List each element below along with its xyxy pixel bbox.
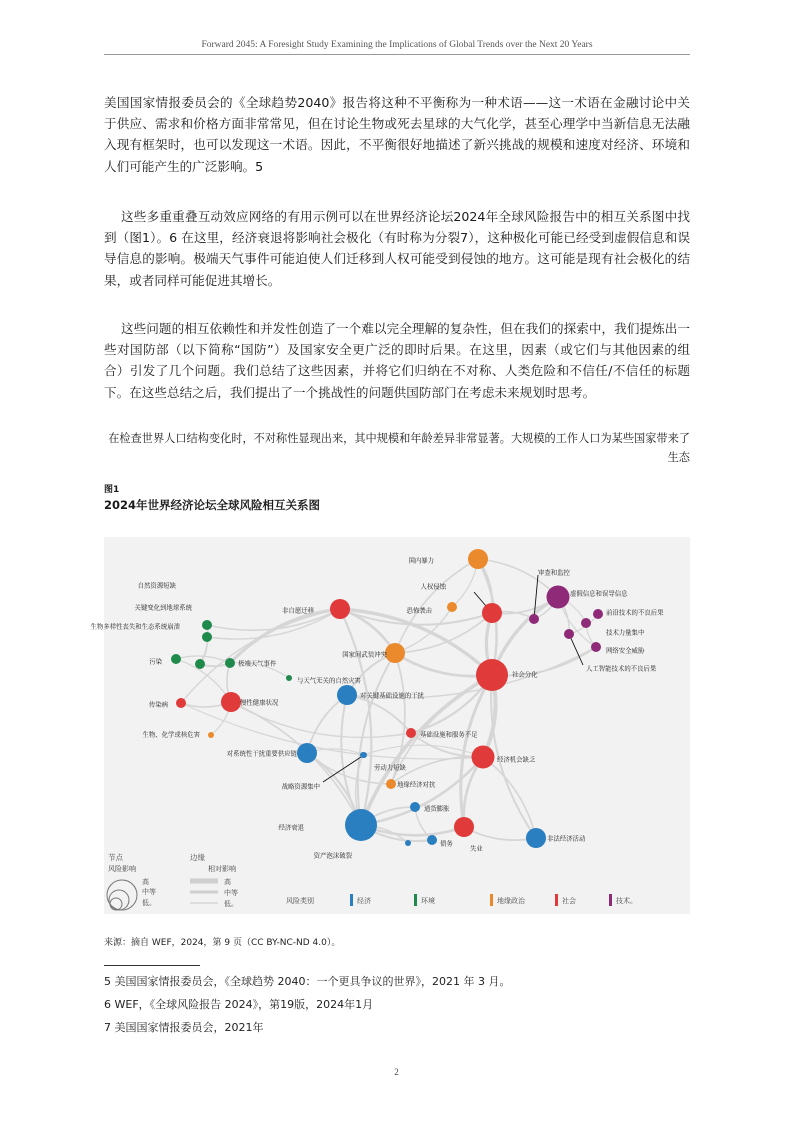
- risk-node-label: 战略资源集中: [281, 782, 320, 791]
- risk-node: [427, 835, 437, 845]
- risk-node: [202, 632, 212, 642]
- legend-cat-geopolitical: 地缘政治: [497, 897, 525, 905]
- risk-node: [361, 752, 367, 758]
- risk-node-label: 传染病: [148, 700, 168, 709]
- risk-node: [593, 609, 603, 619]
- paragraph-1: 美国国家情报委员会的《全球趋势2040》报告将这种不平衡称为一种术语——这一术语在金融讨论中关于供应、需求和价格方面非常常见，但在讨论生物或死去星球的大气化学，甚至心理学中当新信息无法融入现有框架时，也可以发现这一术语。因此，不平衡很好地描述了新兴挑战的规模和速度对经济、环境和人们可能产生的广泛影响。5: [104, 95, 690, 174]
- risk-node-label: 与天气无关的自然灾害: [297, 676, 361, 685]
- risk-node-label: 人权侵蚀: [420, 582, 446, 591]
- risk-node: [564, 629, 574, 639]
- risk-node-label: 资产泡沫破裂: [313, 851, 352, 860]
- risk-node-label: 技术力量集中: [606, 628, 645, 637]
- risk-node-label: 极端天气事件: [238, 659, 277, 668]
- legend-swatch-societal: [555, 894, 558, 906]
- risk-node-label: 失业: [470, 844, 483, 853]
- risk-node: [221, 692, 241, 712]
- risk-node-label: 国家间武装冲突: [342, 650, 387, 659]
- legend-edges-title: 边缘: [190, 853, 205, 862]
- page-number: 2: [394, 1067, 399, 1077]
- risk-node-label: 通货膨胀: [424, 804, 450, 813]
- risk-node: [171, 654, 181, 664]
- risk-node-label: 国内暴力: [408, 556, 434, 565]
- risk-node-label: 自然资源短缺: [137, 581, 176, 590]
- risk-node: [581, 618, 591, 628]
- risk-node: [176, 698, 186, 708]
- risk-node: [405, 840, 411, 846]
- risk-node-label: 关键变化到地球系统: [134, 603, 192, 612]
- risk-node: [195, 659, 205, 669]
- risk-node-label: 生物多样性丧失和生态系统崩溃: [90, 622, 180, 631]
- risk-node: [472, 746, 495, 769]
- risk-network-diagram: [90, 537, 690, 914]
- risk-node: [468, 549, 488, 569]
- legend-node-low-label: 低。: [142, 899, 156, 907]
- risk-node: [330, 599, 350, 619]
- risk-node-label: 非自愿迁移: [282, 606, 314, 615]
- risk-node: [202, 620, 212, 630]
- legend-cat-environmental: 环境: [421, 897, 435, 905]
- risk-node-label: 前沿技术的不良后果: [606, 608, 664, 617]
- risk-node: [447, 602, 457, 612]
- risk-node-label: 对关键基础设施的干扰: [360, 691, 424, 700]
- legend-risk-categories: 风险类别: [286, 897, 314, 905]
- paragraph-2: 这些多重重叠互动效应网络的有用示例可以在世界经济论坛2024年全球风险报告中的相互关系图中找到（图1）。6 在这里，经济衰退将影响社会极化（有时称为分裂7），这种极化可能已经受到虚假信息和误导信息的影响。极端天气事件可能迫使人们迁移到人权可能受到侵蚀的地方。这可能是现有社会极化的结果，或者同样可能促进其增长。: [104, 209, 690, 288]
- risk-node: [297, 743, 317, 763]
- risk-node-label: 经济机会缺乏: [497, 755, 536, 764]
- risk-node-label: 对系统性干扰重要供应链: [226, 749, 297, 758]
- risk-node-label: 虚假信息和误导信息: [570, 589, 628, 598]
- risk-node-label: 慢性健康状况: [240, 698, 279, 707]
- header-rule: [104, 54, 690, 55]
- risk-node: [547, 586, 570, 609]
- risk-node: [410, 802, 420, 812]
- legend-relative-influence: 相对影响: [208, 865, 236, 873]
- figure-label: 图1: [104, 485, 120, 495]
- risk-node: [591, 642, 601, 652]
- risk-node: [208, 732, 214, 738]
- legend-edge-high-label: 高: [224, 878, 231, 886]
- legend-nodes-title: 节点: [108, 853, 123, 862]
- legend-cat-technological: 技术。: [616, 897, 637, 905]
- risk-node-label: 债务: [440, 839, 453, 848]
- risk-node-label: 非法经济活动: [547, 834, 586, 843]
- legend-edge-medium-label: 中等: [224, 889, 238, 897]
- legend-edge-low-label: 低。: [224, 900, 238, 908]
- figure-source: 来源：摘自 WEF，2024，第 9 页（CC BY-NC-ND 4.0）。: [104, 938, 341, 948]
- risk-node: [386, 779, 396, 789]
- risk-node-label: 劳动力短缺: [374, 763, 406, 772]
- risk-node: [286, 675, 292, 681]
- risk-node-label: 经济衰退: [278, 823, 304, 832]
- footnote-5: 5 美国国家情报委员会，《全球趋势 2040：一个更具争议的世界》，2021 年 3 月。: [104, 975, 511, 988]
- legend-cat-societal: 社会: [562, 897, 576, 905]
- legend-swatch-technological: [609, 894, 612, 906]
- risk-node: [385, 643, 405, 663]
- risk-node-label: 审查和监控: [538, 568, 570, 577]
- risk-node: [337, 685, 357, 705]
- footnote-6: 6 WEF，《全球风险报告 2024》，第19版，2024年1月: [104, 998, 374, 1011]
- figure-title: 2024年世界经济论坛全球风险相互关系图: [104, 498, 321, 512]
- risk-node-label: 网络安全威胁: [606, 646, 645, 655]
- risk-node: [406, 728, 416, 738]
- risk-node-label: 社会分化: [512, 670, 538, 679]
- legend-swatch-economic: [350, 894, 353, 906]
- legend-swatch-environmental: [414, 894, 417, 906]
- risk-node-label: 地缘经济对抗: [397, 780, 436, 789]
- risk-node: [529, 614, 539, 624]
- risk-node: [225, 658, 235, 668]
- risk-node-label: 生物、化学或核危害: [142, 730, 200, 739]
- running-header: Forward 2045: A Foresight Study Examining the Implications of Global Trends over the Next 20 Years: [201, 40, 593, 50]
- risk-node-label: 基础设施和服务不足: [420, 730, 478, 739]
- legend-node-medium-label: 中等: [142, 888, 156, 896]
- paragraph-3: 这些问题的相互依赖性和并发性创造了一个难以完全理解的复杂性，但在我们的探索中，我们提炼出一些对国防部（以下简称“国防”）及国家安全更广泛的即时后果。在这里，因素（或它们与其他因素的组合）引发了几个问题。我们总结了这些因素，并将它们归纳在不对称、人类危险和不信任/不信任的标题下。在这些总结之后，我们提出了一个挑战性的问题供国防部门在考虑未来规划时思考。: [104, 321, 690, 400]
- risk-node: [476, 659, 508, 691]
- legend-risk-influence: 风险影响: [108, 865, 136, 873]
- risk-node-label: 污染: [149, 657, 162, 666]
- risk-node: [482, 603, 502, 623]
- risk-node: [526, 828, 546, 848]
- risk-node: [454, 817, 474, 837]
- paragraph-4: 在检查世界人口结构变化时，不对称性显现出来，其中规模和年龄差异非常显著。大规模的工作人口为某些国家带来了生态: [108, 432, 690, 464]
- risk-node-label: 人工智能技术的不良后果: [586, 664, 657, 673]
- footnote-rule: [104, 965, 200, 966]
- legend-node-high-label: 高: [142, 878, 149, 886]
- risk-node: [345, 809, 377, 841]
- footnote-7: 7 美国国家情报委员会，2021年: [104, 1021, 264, 1034]
- legend-swatch-geopolitical: [490, 894, 493, 906]
- risk-node-label: 恐怖袭击: [406, 606, 432, 615]
- legend-cat-economic: 经济: [357, 897, 371, 905]
